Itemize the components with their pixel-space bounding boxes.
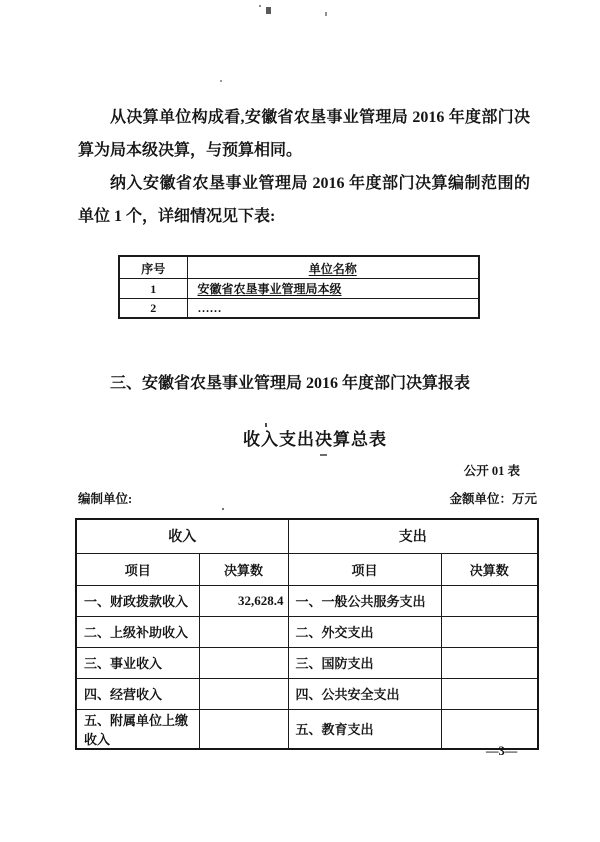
income-value-cell	[199, 647, 288, 678]
expense-value-cell	[441, 678, 538, 709]
table-row	[119, 298, 479, 318]
unit-table-header-row	[119, 256, 479, 278]
table-row	[76, 585, 538, 616]
unit-row-name	[187, 278, 479, 298]
paragraph-line: 从决算单位构成看,安徽省农垦事业管理局 2016 年度部门决	[110, 109, 530, 126]
expense-item-cell: 一、一般公共服务支出	[288, 585, 441, 616]
paragraph-line: 算为局本级决算，与预算相同。	[78, 142, 303, 159]
table-code-label: 公开 01 表	[463, 464, 520, 478]
scan-artifact	[325, 12, 327, 16]
income-item-cell: 三、事业收入	[76, 647, 199, 678]
scan-artifact	[220, 80, 222, 82]
expense-item-cell: 三、国防支出	[288, 647, 441, 678]
income-item-cell: 一、财政拨款收入	[76, 585, 199, 616]
report-title: 收入支出决算总表	[243, 430, 387, 449]
expense-item-header: 项目	[288, 553, 441, 585]
unit-row-name: ……	[187, 298, 479, 318]
expense-value-cell	[441, 709, 538, 749]
scan-artifact	[222, 508, 224, 510]
table-row	[76, 647, 538, 678]
expense-item-cell: 四、公共安全支出	[288, 678, 441, 709]
income-expense-table	[75, 518, 539, 750]
expense-item-cell: 二、外交支出	[288, 616, 441, 647]
paragraph-line: 纳入安徽省农垦事业管理局 2016 年度部门决算编制范围的	[110, 175, 530, 192]
income-value-cell: 32,628.4	[199, 585, 288, 616]
scan-artifact	[259, 5, 261, 7]
expense-value-header: 决算数	[441, 553, 538, 585]
income-value-cell	[199, 709, 288, 749]
expense-value-cell	[441, 616, 538, 647]
table-row	[76, 616, 538, 647]
table-meta-row	[78, 489, 537, 507]
unit-table-header-no: 序号	[119, 256, 187, 278]
section-heading: 三、安徽省农垦事业管理局 2016 年度部门决算报表	[110, 375, 471, 392]
unit-row-no: 1	[119, 278, 187, 298]
expense-group-header: 支出	[288, 519, 538, 553]
income-group-header: 收入	[76, 519, 288, 553]
group-header-row	[76, 519, 538, 553]
unit-row-no: 2	[119, 298, 187, 318]
expense-value-cell	[441, 647, 538, 678]
unit-table-header-name-text: 单位名称	[308, 261, 357, 276]
income-value-cell	[199, 678, 288, 709]
scan-artifact	[266, 7, 271, 14]
scan-artifact	[320, 454, 327, 456]
income-value-header: 决算数	[199, 553, 288, 585]
body-paragraphs	[78, 101, 530, 233]
unit-table-header-name	[187, 256, 479, 278]
amount-unit-label: 金额单位：万元	[449, 492, 537, 506]
unit-row-name-text: 安徽省农垦事业管理局本级	[197, 281, 342, 296]
income-item-cell: 四、经营收入	[76, 678, 199, 709]
expense-item-cell: 五、教育支出	[288, 709, 441, 749]
expense-value-cell	[441, 585, 538, 616]
table-row	[76, 709, 538, 749]
income-item-cell: 二、上级补助收入	[76, 616, 199, 647]
table-row	[119, 278, 479, 298]
page-number: —3—	[486, 744, 518, 758]
paragraph-line: 单位 1 个，详细情况见下表:	[78, 208, 276, 225]
unit-list-table	[118, 255, 480, 319]
table-row	[76, 678, 538, 709]
income-item-header: 项目	[76, 553, 199, 585]
income-item-cell: 五、附属单位上缴收入	[76, 709, 199, 749]
column-header-row	[76, 553, 538, 585]
income-value-cell	[199, 616, 288, 647]
prepared-by-label: 编制单位:	[78, 492, 133, 506]
